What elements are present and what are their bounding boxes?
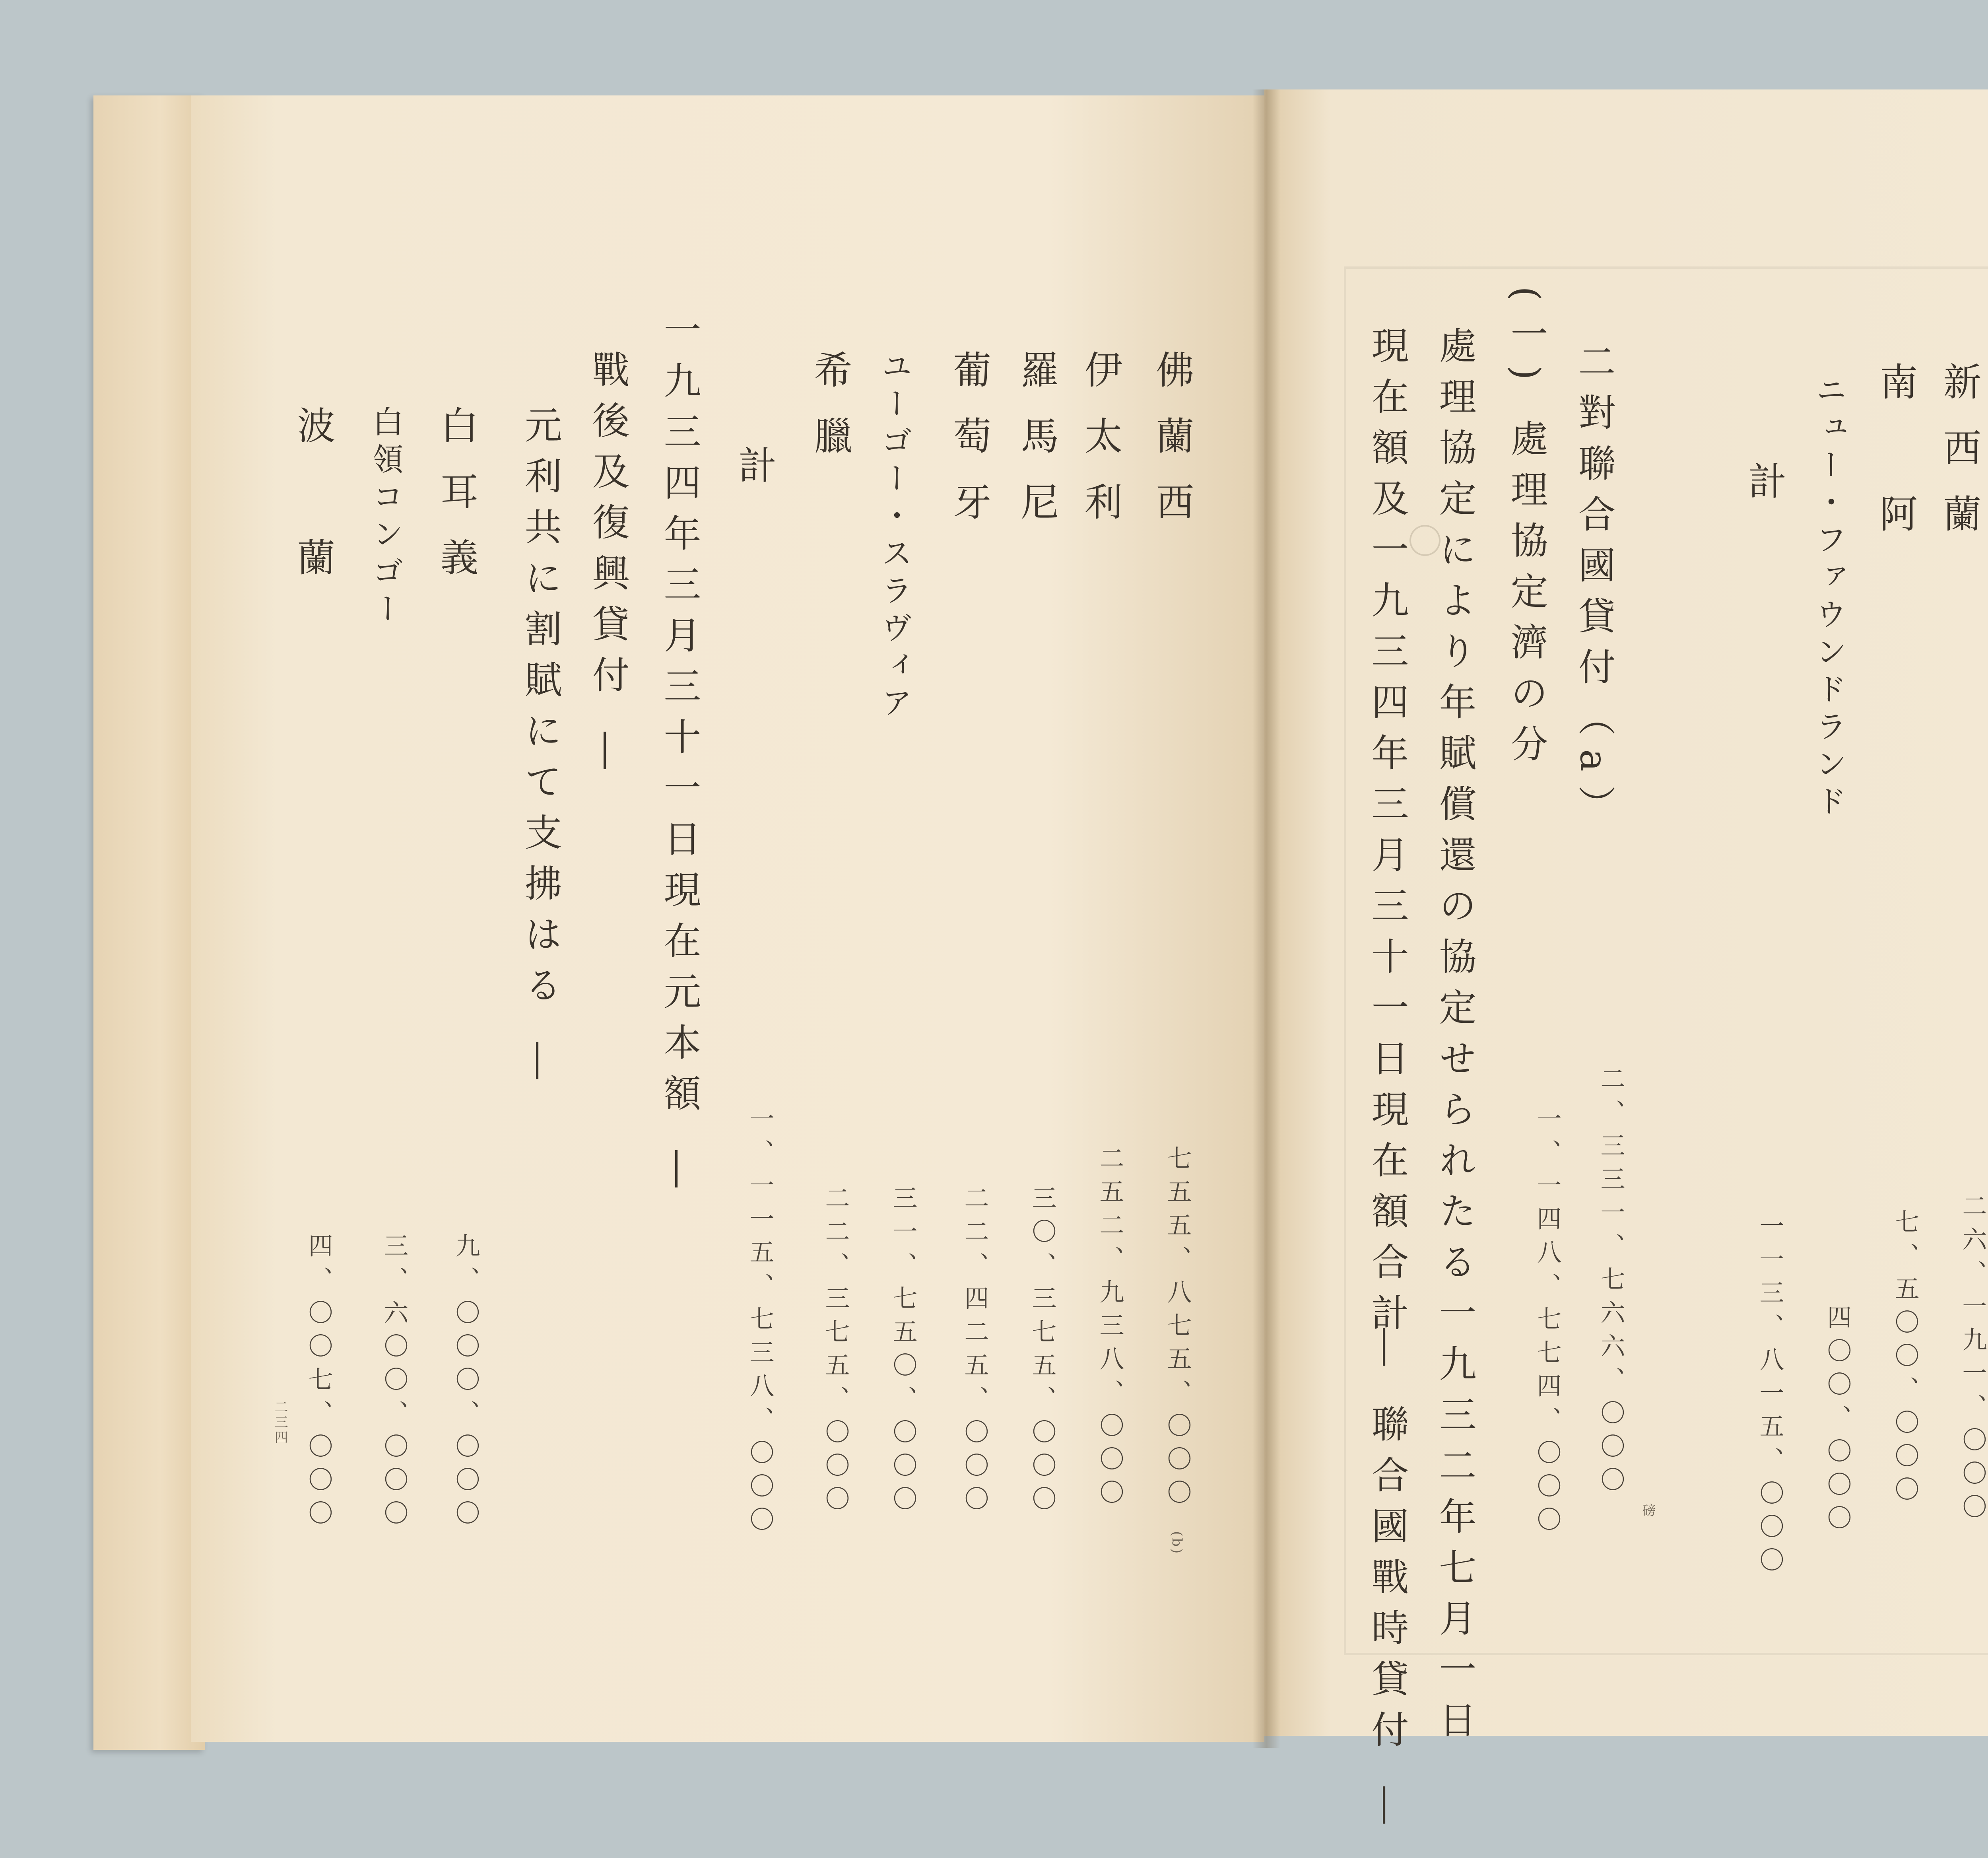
- item-amount: 二二、三七五、〇〇〇: [821, 1185, 850, 1519]
- item-name: ユーゴー・スラヴィア: [876, 350, 912, 724]
- item-name: 佛蘭西: [1150, 350, 1194, 548]
- item-amount: 一一三、八一五、〇〇〇: [1755, 1213, 1784, 1580]
- item-name: 葡萄牙: [947, 350, 992, 548]
- item-name: 南 阿: [1873, 362, 1918, 560]
- left-page-edge: [93, 95, 205, 1750]
- subsection-heading: (一) 處理協定濟の分: [1504, 286, 1547, 775]
- item-name: 新西蘭: [1937, 362, 1982, 560]
- section-b-line: 戰後及復興貸付 ―: [586, 350, 629, 783]
- amount-note: (b): [1169, 1531, 1185, 1555]
- item-name: 希臘: [808, 350, 852, 482]
- item-amount: 四、〇〇七、〇〇〇: [304, 1233, 333, 1533]
- item-name: 計: [1742, 461, 1787, 527]
- section-2-heading: 二對聯合國貸付（a）: [1572, 342, 1615, 836]
- item-amount: 九、〇〇〇、〇〇〇: [451, 1233, 480, 1533]
- subsection-amount: 二、三三一、七六六、〇〇〇: [1596, 1066, 1625, 1500]
- item-name: 白耳義: [434, 406, 479, 604]
- item-amount: 一、一一五、七三八、〇〇〇: [746, 1106, 775, 1540]
- page-number: 二三四: [272, 1400, 288, 1445]
- subsection-text: 現在額及一九三四年三月三十一日現在額合計: [1365, 326, 1408, 1344]
- item-amount: 七五五、八七五、〇〇〇: [1163, 1145, 1192, 1513]
- subsection-amount: 一、一四八、七七四、〇〇〇: [1533, 1106, 1562, 1540]
- item-amount: 二二、四二五、〇〇〇: [960, 1185, 989, 1519]
- item-name: 計: [732, 445, 777, 511]
- item-amount: 二六、一九一、〇〇〇: [1958, 1193, 1987, 1527]
- item-name: 波 蘭: [291, 406, 336, 604]
- section-b-line: 元利共に割賦にて支拂はる ―: [518, 406, 561, 1093]
- unit-label: 磅: [1640, 1503, 1656, 1518]
- item-amount: 四〇〇、〇〇〇: [1823, 1304, 1852, 1538]
- section-b-heading: 一九三四年三月三十一日現在元本額 ―: [657, 310, 701, 1201]
- item-amount: 三一、七五〇、〇〇〇: [889, 1185, 918, 1519]
- item-amount: 七、五〇〇、〇〇〇: [1891, 1209, 1920, 1510]
- item-amount: 三、六〇〇、〇〇〇: [380, 1233, 409, 1533]
- item-name: 羅馬尼: [1015, 350, 1059, 548]
- item-amount: 二五二、九三八、〇〇〇: [1095, 1145, 1124, 1513]
- item-name: 白領コンゴー: [367, 406, 403, 630]
- item-amount: 三〇、三七五、〇〇〇: [1028, 1185, 1057, 1519]
- item-name: 伊太利: [1078, 350, 1123, 548]
- book-gutter: [1252, 89, 1280, 1748]
- subsection-note: ― 聯合國戰時貸付 ―: [1365, 1328, 1408, 1837]
- subsection-text: 處理協定により年賦償還の協定せられたる一九三二年七月一日: [1433, 326, 1476, 1751]
- item-name: ニュー・ファウンドランド: [1811, 374, 1846, 822]
